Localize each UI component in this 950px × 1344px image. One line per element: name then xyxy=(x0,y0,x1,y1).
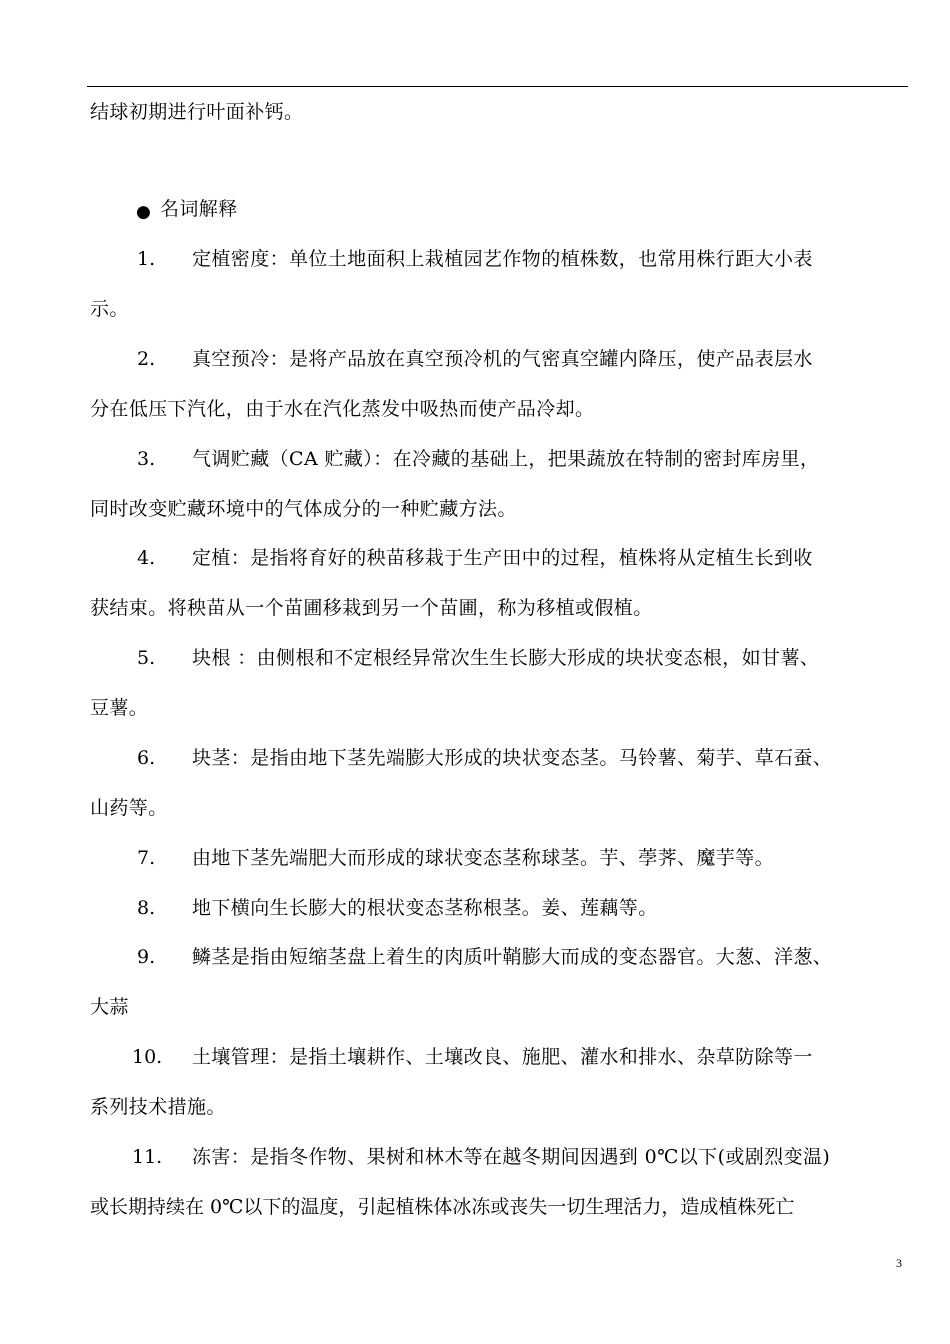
item-text: 块茎：是指由地下茎先端膨大形成的块状变态茎。马铃薯、菊芋、草石蚕、 xyxy=(192,747,833,769)
item-text: 定植：是指将育好的秧苗移栽于生产田中的过程，植株将从定植生长到收 xyxy=(192,547,813,569)
item-continuation: 示。 xyxy=(90,298,129,320)
bullet-icon: ● xyxy=(136,202,151,222)
item-text: 气调贮藏（CA 贮藏）：在冷藏的基础上，把果蔬放在特制的密封库房里， xyxy=(192,448,820,470)
item-continuation: 获结束。将秧苗从一个苗圃移栽到另一个苗圃，称为移植或假植。 xyxy=(90,597,653,619)
item-continuation: 分在低压下汽化，由于水在汽化蒸发中吸热而使产品冷却。 xyxy=(90,398,595,420)
item-text: 块根 ：由侧根和不定根经异常次生生长膨大形成的块状变态根，如甘薯、 xyxy=(192,647,820,669)
item-continuation: 系列技术措施。 xyxy=(90,1096,226,1118)
item-number: 5. xyxy=(137,647,156,669)
section-title: 名词解释 xyxy=(160,198,238,220)
item-text: 鳞茎是指由短缩茎盘上着生的肉质叶鞘膨大而成的变态器官。大葱、洋葱、 xyxy=(192,946,833,968)
item-number: 1. xyxy=(137,248,156,270)
item-text: 冻害：是指冬作物、果树和林木等在越冬期间因遇到 0℃以下(或剧烈变温) xyxy=(192,1146,831,1168)
item-number: 3. xyxy=(137,448,156,470)
item-text: 真空预冷：是将产品放在真空预冷机的气密真空罐内降压，使产品表层水 xyxy=(192,348,813,370)
item-text: 土壤管理：是指土壤耕作、土壤改良、施肥、灌水和排水、杂草防除等一 xyxy=(192,1046,813,1068)
item-number: 10. xyxy=(132,1046,163,1068)
header-rule xyxy=(87,86,908,87)
item-number: 11. xyxy=(132,1146,163,1168)
item-number: 7. xyxy=(137,847,156,869)
item-number: 6. xyxy=(137,747,156,769)
continuation-text: 结球初期进行叶面补钙。 xyxy=(90,101,304,123)
page-number: 3 xyxy=(896,1256,902,1270)
item-continuation: 大蒜 xyxy=(90,996,129,1018)
item-continuation: 同时改变贮藏环境中的气体成分的一种贮藏方法。 xyxy=(90,498,517,520)
item-text: 地下横向生长膨大的根状变态茎称根茎。姜、莲藕等。 xyxy=(192,897,658,919)
item-text: 由地下茎先端肥大而形成的球状变态茎称球茎。芋、荸荠、魔芋等。 xyxy=(192,847,775,869)
item-continuation: 山药等。 xyxy=(90,797,168,819)
item-text: 定植密度：单位土地面积上栽植园艺作物的植株数，也常用株行距大小表 xyxy=(192,248,813,270)
item-continuation: 或长期持续在 0℃以下的温度，引起植株体冰冻或丧失一切生理活力，造成植株死亡 xyxy=(90,1196,795,1218)
item-number: 4. xyxy=(137,547,156,569)
item-number: 9. xyxy=(137,946,156,968)
item-number: 2. xyxy=(137,348,156,370)
item-continuation: 豆薯。 xyxy=(90,697,149,719)
item-number: 8. xyxy=(137,897,156,919)
